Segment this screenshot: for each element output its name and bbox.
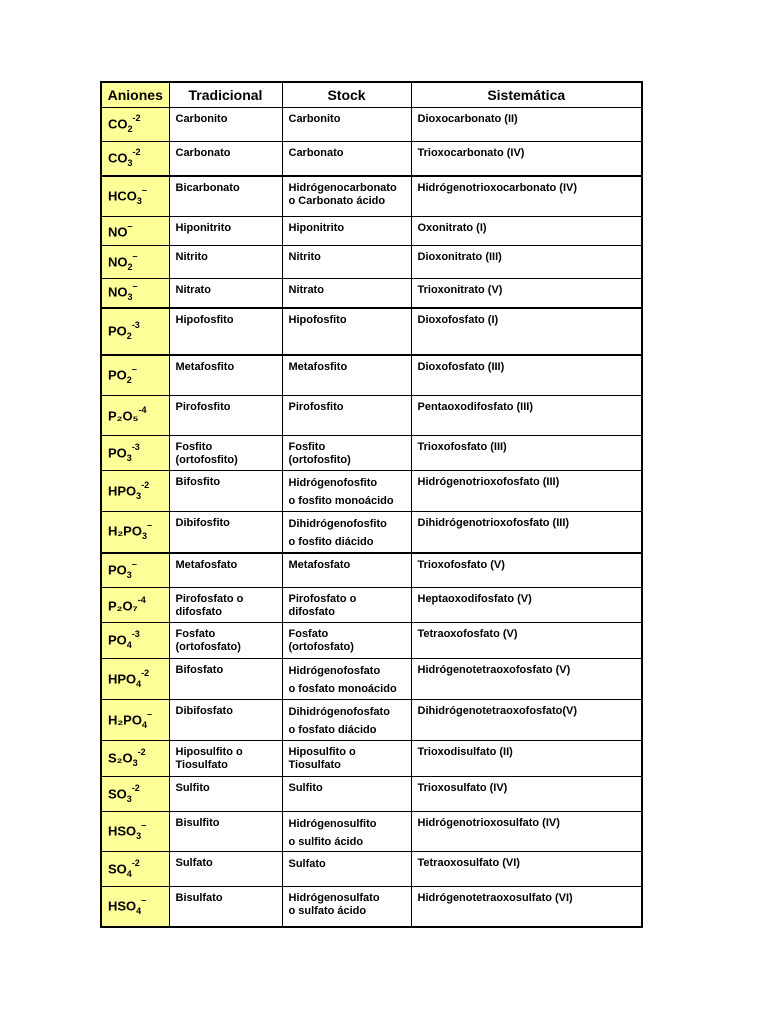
stock-name: Nitrato: [282, 279, 411, 308]
table-row: [101, 436, 642, 471]
sistematica-name: Hidrógenotrioxofosfato (III): [411, 471, 642, 512]
sistematica-name: Trioxofosfato (III): [411, 436, 642, 471]
table-row: [101, 777, 642, 812]
anion-base: PO: [108, 322, 127, 338]
sistematica-name: Dioxofosfato (I): [411, 308, 642, 355]
tradicional-name: Fosfito (ortofosfito): [169, 436, 282, 471]
stock-name: Nitrito: [282, 246, 411, 279]
anion-charge: –: [141, 894, 147, 905]
anion-nomenclature-table: [100, 81, 643, 928]
sistematica-name: Hidrógenotetraoxosulfato (VI): [411, 887, 642, 927]
table-row: [101, 142, 642, 176]
anion-formula: [101, 279, 169, 308]
stock-name: Metafosfato: [282, 553, 411, 588]
stock-name: Hidrógenosulfato o sulfato ácido: [282, 887, 411, 927]
tradicional-name: Sulfito: [169, 777, 282, 812]
table-row: [101, 355, 642, 396]
tradicional-name: Carbonato: [169, 142, 282, 176]
table-row: [101, 246, 642, 279]
anion-formula: [101, 588, 169, 623]
anion-base: S₂O: [108, 750, 133, 766]
stock-name: Sulfato: [282, 852, 411, 887]
sistematica-name: Dioxocarbonato (II): [411, 108, 642, 142]
sistematica-name: Pentaoxodifosfato (III): [411, 396, 642, 436]
anion-base: SO: [108, 860, 127, 876]
sistematica-name: Tetraoxofosfato (V): [411, 623, 642, 659]
header-row: [101, 82, 642, 108]
anion-formula: [101, 777, 169, 812]
stock-name: Hidrógenosulfito o sulfito ácido: [282, 812, 411, 852]
anion-charge: –: [132, 250, 138, 261]
table-row: [101, 553, 642, 588]
tradicional-name: Bisulfato: [169, 887, 282, 927]
anion-subscript: 3: [136, 195, 142, 206]
sistematica-name: Trioxofosfato (V): [411, 553, 642, 588]
anion-subscript: 3: [136, 830, 142, 841]
tradicional-name: Bifosfito: [169, 471, 282, 512]
table-row: [101, 512, 642, 553]
anion-formula: [101, 741, 169, 777]
anion-formula: [101, 852, 169, 887]
anion-base: PO: [108, 632, 127, 648]
table-row: [101, 812, 642, 852]
anion-base: NO: [108, 253, 128, 269]
anion-base: SO: [108, 785, 127, 801]
stock-name: Fosfito (ortofosfito): [282, 436, 411, 471]
header-tradicional: Tradicional: [169, 82, 282, 108]
anion-charge: –: [146, 520, 152, 531]
tradicional-name: Pirofosfato o difosfato: [169, 588, 282, 623]
table-row: [101, 659, 642, 700]
anion-base: PO: [108, 444, 127, 460]
anion-formula: [101, 471, 169, 512]
anion-charge: -2: [137, 747, 146, 758]
sistematica-name: Dihidrógenotrioxofosfato (III): [411, 512, 642, 553]
stock-name: Hiposulfito o Tiosulfato: [282, 741, 411, 777]
anion-formula: [101, 623, 169, 659]
anion-charge: -2: [141, 479, 150, 490]
tradicional-name: Fosfato (ortofosfato): [169, 623, 282, 659]
anion-base: CO: [108, 150, 128, 166]
anion-subscript: 4: [136, 905, 142, 916]
anion-subscript: 4: [141, 719, 147, 730]
table-row: [101, 588, 642, 623]
anion-subscript: 4: [126, 868, 132, 879]
anion-formula: [101, 142, 169, 176]
anion-base: PO: [108, 367, 127, 383]
stock-name: Fosfato (ortofosfato): [282, 623, 411, 659]
tradicional-name: Hiponitrito: [169, 217, 282, 246]
anion-charge: –: [127, 220, 133, 231]
anion-subscript: 4: [126, 639, 132, 650]
anion-charge: -4: [138, 405, 147, 416]
anion-charge: –: [131, 363, 137, 374]
anion-formula: [101, 176, 169, 217]
table-row: [101, 471, 642, 512]
anion-formula: [101, 246, 169, 279]
tradicional-name: Carbonito: [169, 108, 282, 142]
anion-base: HPO: [108, 482, 137, 498]
anion-subscript: 3: [126, 452, 132, 463]
anion-base: P₂O₅: [108, 408, 139, 424]
anion-base: HSO: [108, 898, 137, 914]
table-row: [101, 700, 642, 741]
tradicional-name: Dibifosfato: [169, 700, 282, 741]
anion-formula: [101, 436, 169, 471]
anion-base: CO: [108, 116, 128, 132]
stock-name: Hiponitrito: [282, 217, 411, 246]
stock-name: Hidrógenofosfito o fosfito monoácido: [282, 471, 411, 512]
tradicional-name: Metafosfato: [169, 553, 282, 588]
table-row: [101, 887, 642, 927]
sistematica-name: Oxonitrato (I): [411, 217, 642, 246]
stock-name: Carbonito: [282, 108, 411, 142]
anion-formula: [101, 553, 169, 588]
anion-subscript: 3: [136, 490, 142, 501]
tradicional-name: Nitrito: [169, 246, 282, 279]
stock-name: Dihidrógenofosfato o fosfato diácido: [282, 700, 411, 741]
table-row: [101, 623, 642, 659]
table-row: [101, 308, 642, 355]
tradicional-name: Hipofosfito: [169, 308, 282, 355]
table-row: [101, 217, 642, 246]
anion-subscript: 2: [126, 330, 132, 341]
tradicional-name: Metafosfito: [169, 355, 282, 396]
sistematica-name: Trioxocarbonato (IV): [411, 142, 642, 176]
anion-charge: -2: [132, 113, 141, 124]
anion-subscript: 3: [141, 531, 147, 542]
stock-name: Hidrógenofosfato o fosfato monoácido: [282, 659, 411, 700]
sistematica-name: Trioxodisulfato (II): [411, 741, 642, 777]
tradicional-name: Pirofosfito: [169, 396, 282, 436]
tradicional-name: Nitrato: [169, 279, 282, 308]
anion-subscript: 3: [132, 757, 138, 768]
anion-formula: [101, 812, 169, 852]
anion-subscript: 3: [127, 292, 133, 303]
sistematica-name: Hidrógenotrioxocarbonato (IV): [411, 176, 642, 217]
table-row: [101, 852, 642, 887]
stock-name: Metafosfito: [282, 355, 411, 396]
anion-subscript: 2: [126, 374, 132, 385]
tradicional-name: Bicarbonato: [169, 176, 282, 217]
anion-base: NO: [108, 224, 128, 240]
anion-base: HCO: [108, 188, 137, 204]
anion-formula: [101, 108, 169, 142]
anion-formula: [101, 217, 169, 246]
anion-base: HSO: [108, 823, 137, 839]
anion-subscript: 3: [127, 157, 133, 168]
anion-formula: [101, 396, 169, 436]
anion-formula: [101, 659, 169, 700]
stock-name: Hipofosfito: [282, 308, 411, 355]
anion-charge: -2: [131, 857, 140, 868]
tradicional-name: Bisulfito: [169, 812, 282, 852]
tradicional-name: Sulfato: [169, 852, 282, 887]
anion-subscript: 2: [127, 123, 133, 134]
anion-base: HPO: [108, 670, 137, 686]
sistematica-name: Dioxonitrato (III): [411, 246, 642, 279]
anion-charge: –: [141, 820, 147, 831]
table-row: [101, 176, 642, 217]
stock-name: Pirofosfito: [282, 396, 411, 436]
anion-charge: -2: [141, 667, 150, 678]
table-row: [101, 741, 642, 777]
tradicional-name: Bifosfato: [169, 659, 282, 700]
anion-formula: [101, 512, 169, 553]
anion-charge: -2: [132, 146, 141, 157]
header-stock: Stock: [282, 82, 411, 108]
anion-formula: [101, 700, 169, 741]
stock-name: Hidrógenocarbonato o Carbonato ácido: [282, 176, 411, 217]
anion-base: H₂PO: [108, 523, 142, 539]
tradicional-name: Dibifosfito: [169, 512, 282, 553]
sistematica-name: Dihidrógenotetraoxofosfato(V): [411, 700, 642, 741]
stock-name: Carbonato: [282, 142, 411, 176]
tradicional-name: Hiposulfito o Tiosulfato: [169, 741, 282, 777]
anion-charge: -3: [131, 319, 140, 330]
stock-name: Pirofosfato o difosfato: [282, 588, 411, 623]
sistematica-name: Tetraoxosulfato (VI): [411, 852, 642, 887]
sistematica-name: Heptaoxodifosfato (V): [411, 588, 642, 623]
anion-base: H₂PO: [108, 711, 142, 727]
stock-name: Sulfito: [282, 777, 411, 812]
anion-formula: [101, 355, 169, 396]
table-row: [101, 108, 642, 142]
anion-charge: -4: [137, 594, 146, 605]
anion-charge: –: [146, 708, 152, 719]
table-row: [101, 396, 642, 436]
anion-charge: -3: [131, 629, 140, 640]
sistematica-name: Trioxonitrato (V): [411, 279, 642, 308]
anion-subscript: 3: [126, 793, 132, 804]
sistematica-name: Hidrógenotetraoxofosfato (V): [411, 659, 642, 700]
anion-charge: -3: [131, 441, 140, 452]
header-sistematica: Sistemática: [411, 82, 642, 108]
anion-base: P₂O₇: [108, 598, 138, 614]
anion-formula: [101, 308, 169, 355]
anion-charge: –: [132, 281, 138, 292]
anion-charge: –: [131, 558, 137, 569]
anion-charge: –: [141, 184, 147, 195]
anion-formula: [101, 887, 169, 927]
sistematica-name: Dioxofosfato (III): [411, 355, 642, 396]
anion-subscript: 3: [126, 569, 132, 580]
sistematica-name: Hidrógenotrioxosulfato (IV): [411, 812, 642, 852]
anion-base: PO: [108, 562, 127, 578]
anion-charge: -2: [131, 782, 140, 793]
anion-base: NO: [108, 284, 128, 300]
anion-subscript: 4: [136, 678, 142, 689]
sistematica-name: Trioxosulfato (IV): [411, 777, 642, 812]
stock-name: Dihidrógenofosfito o fosfito diácido: [282, 512, 411, 553]
anion-subscript: 2: [127, 261, 133, 272]
header-aniones: Aniones: [101, 82, 169, 108]
table-row: [101, 279, 642, 308]
